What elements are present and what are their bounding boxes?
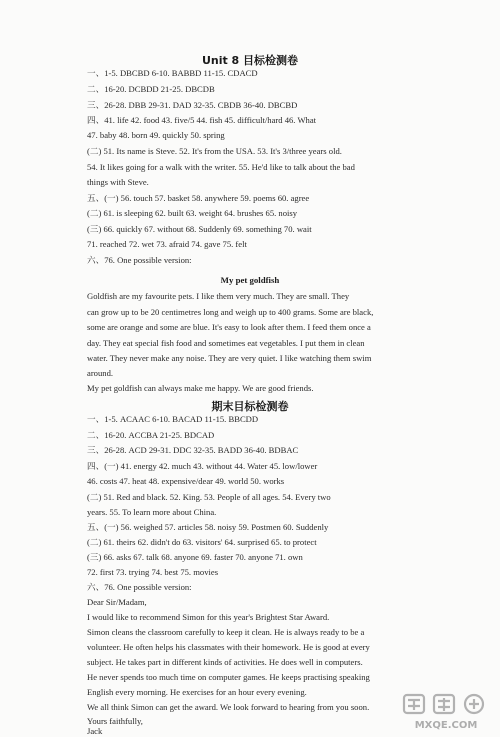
essay-line: can grow up to be 20 centimetres long and weigh up to 400 grams. Some are black, bbox=[87, 307, 374, 317]
essay-line: around. bbox=[87, 368, 114, 378]
answer-line: 二、16-20. ACCBA 21-25. BDCAD bbox=[87, 430, 215, 440]
letter-line: I would like to recommend Simon for this year's Brightest Star Award. bbox=[87, 612, 330, 622]
watermark-url: MXQE.COM bbox=[414, 720, 478, 731]
answer-line: 71. reached 72. wet 73. afraid 74. gave 75. felt bbox=[87, 239, 247, 249]
final-title: 期末目标检测卷 bbox=[211, 400, 289, 413]
answer-line: (二) 61. is sleeping 62. built 63. weight 64. brushes 65. noisy bbox=[87, 208, 298, 218]
letter-line: We all think Simon can get the award. We look forward to hearing from you soon. bbox=[87, 702, 370, 712]
watermark-logo bbox=[398, 692, 494, 732]
answer-line: (二) 61. theirs 62. didn't do 63. visitors' 64. surprised 65. to protect bbox=[87, 537, 317, 547]
answer-line: 一、1-5. DBCBD 6-10. BABBD 11-15. CDACD bbox=[87, 68, 258, 78]
answer-line: 四、41. life 42. food 43. five/5 44. fish 45. difficult/hard 46. What bbox=[87, 115, 317, 125]
letter-line: Simon cleans the classroom carefully to keep it clean. He is always ready to be a bbox=[87, 627, 365, 637]
essay-title: My pet goldfish bbox=[220, 275, 280, 285]
essay-line: day. They eat special fish food and sometimes eat vegetables. I put them in clean bbox=[87, 338, 365, 348]
answer-line: things with Steve. bbox=[87, 177, 149, 187]
letter-line: Yours faithfully, bbox=[87, 716, 143, 726]
answer-line: 六、76. One possible version: bbox=[87, 582, 192, 592]
answer-line: 二、16-20. DCBDD 21-25. DBCDB bbox=[87, 84, 215, 94]
answer-line: years. 55. To learn more about China. bbox=[87, 507, 217, 517]
answer-line: (三) 66. asks 67. talk 68. anyone 69. faster 70. anyone 71. own bbox=[87, 552, 303, 562]
answer-line: 47. baby 48. born 49. quickly 50. spring bbox=[87, 130, 225, 140]
letter-line: Dear Sir/Madam, bbox=[87, 597, 147, 607]
answer-line: 72. first 73. trying 74. best 75. movies bbox=[87, 567, 219, 577]
answer-line: 四、(一) 41. energy 42. much 43. without 44. Water 45. low/lower bbox=[87, 461, 318, 471]
answer-line: 46. costs 47. heat 48. expensive/dear 49. world 50. works bbox=[87, 476, 285, 486]
answer-line: 54. It likes going for a walk with the writer. 55. He'd like to talk about the bad bbox=[87, 162, 355, 172]
answer-line: (二) 51. Its name is Steve. 52. It's from the USA. 53. It's 3/three years old. bbox=[87, 146, 342, 156]
essay-line: water. They never make any noise. They are very quiet. I like watching them swim bbox=[87, 353, 372, 363]
letter-line: subject. He takes part in different kinds of activities. He does well in computers. bbox=[87, 657, 363, 667]
letter-line: He never spends too much time on computer games. He keeps practising speaking bbox=[87, 672, 370, 682]
answer-line: 六、76. One possible version: bbox=[87, 255, 192, 265]
essay-line: My pet goldfish can always make me happy. We are good friends. bbox=[87, 383, 314, 393]
unit8-title: Unit 8 目标检测卷 bbox=[201, 54, 299, 67]
answer-line: (二) 51. Red and black. 52. King. 53. People of all ages. 54. Every two bbox=[87, 492, 331, 502]
letter-line: volunteer. He often helps his classmates with their homework. He is good at every bbox=[87, 642, 370, 652]
answer-line: (三) 66. quickly 67. without 68. Suddenly 69. something 70. wait bbox=[87, 224, 312, 234]
answer-line: 五、(一) 56. weighed 57. articles 58. noisy 59. Postmen 60. Suddenly bbox=[87, 522, 329, 532]
answer-line: 一、1-5. ACAAC 6-10. BACAD 11-15. BBCDD bbox=[87, 414, 259, 424]
essay-line: some are orange and some are blue. It's easy to look after them. I feed them once a bbox=[87, 322, 371, 332]
essay-line: Goldfish are my favourite pets. I like them very much. They are small. They bbox=[87, 291, 350, 301]
letter-line: Jack bbox=[87, 726, 103, 736]
letter-line: English every morning. He exercises for an hour every evening. bbox=[87, 687, 307, 697]
answer-line: 五、(一) 56. touch 57. basket 58. anywhere 59. poems 60. agree bbox=[87, 193, 310, 203]
answer-line: 三、26-28. ACD 29-31. DDC 32-35. BADD 36-40. BDBAC bbox=[87, 445, 299, 455]
answer-line: 三、26-28. DBB 29-31. DAD 32-35. CBDB 36-40. DBCBD bbox=[87, 100, 298, 110]
